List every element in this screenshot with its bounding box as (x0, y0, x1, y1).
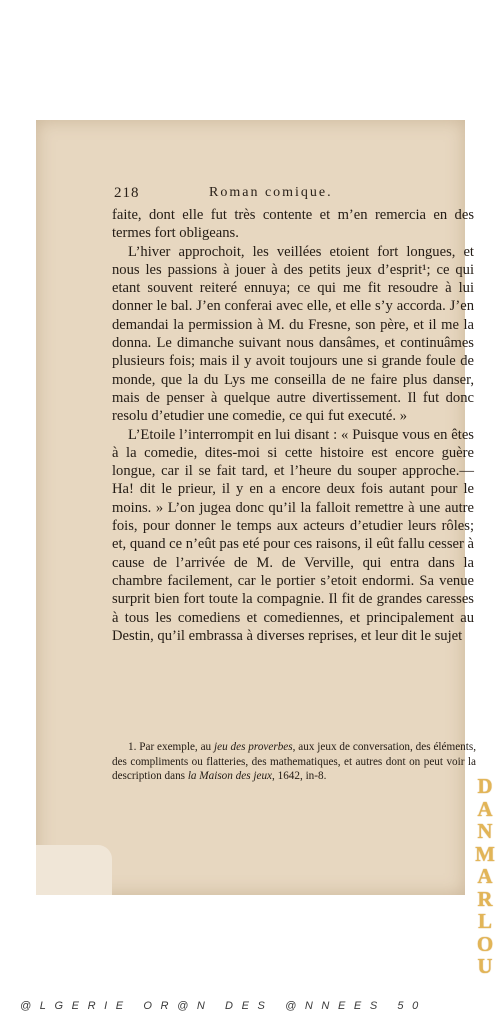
footnote (112, 740, 476, 784)
side-watermark-letter: A (477, 796, 493, 821)
running-title: Roman comique. (209, 185, 333, 200)
side-watermark-letter: N (477, 819, 493, 843)
footnote-marker: 1. (128, 741, 137, 753)
paragraph-1: faite, dont elle fut très contente et m’en remercia en des termes fort obligeans. (112, 207, 474, 242)
footnote-text-1: Par exemple, au (136, 741, 214, 753)
side-watermark-letter: U (477, 954, 493, 978)
page-number: 218 (114, 185, 140, 201)
side-watermark-letter: M (475, 841, 495, 866)
body-text (112, 206, 474, 645)
footnote-text-3: , 1642, in-8. (272, 770, 327, 782)
side-watermark-letter: D (477, 774, 493, 798)
footnote-italic-2: la Maison des jeux (187, 770, 273, 782)
running-head (114, 184, 472, 202)
bottom-watermark: @LGERIE OR@N DES @NNEES 50 (20, 1000, 427, 1012)
side-watermark-letter: R (477, 886, 493, 911)
paper-stain (36, 845, 112, 895)
side-watermark-letter: O (476, 931, 494, 956)
side-watermark-letter: L (477, 909, 492, 933)
footnote-text-2: , aux jeux de conversation, des éléments, des compliments ou flatteries, des mathematiques, et autres dont on peut voir la description dans (112, 741, 477, 782)
paragraph-3: L’Etoile l’interrompit en lui disant : « Puisque vous en êtes à la comedie, dites-moi si cette histoire est encore guère longue, car il se fait tard, et l’heure du souper approche.—Ha! dit le prieur, il y en a encore deux fois autant pour le moins. » L’on jugea donc qu’il la falloit remettre à une autre fois, pour donner le temps aux acteurs d’etudier leurs rôles; et, quand ce n’eût pas eté pour ces raisons, il eût fallu cesser à cause de l’arrivée de M. de Verville, qui entra dans la chambre facilement, car le portier s’etoit endormi. Sa venue surprit bien fort toute la compagnie. Il fit de grandes caresses à tous les comediens et comediennes, et principalement au Destin, qu’il embrassa à diverses reprises, et leur dit le sujet (112, 426, 474, 644)
footnote-italic-1: jeu des proverbes (214, 741, 293, 753)
paragraph-2: L’hiver approchoit, les veillées etoient fort longues, et nous les passions à jouer à des petits jeux d’esprit¹; ce qui etant souvent reiteré ennuya; ce qui me fit resoudre à lui donner le bal. J’en conferai avec elle, et elle s’y accorda. J’en demandai la permission à M. du Fresne, son père, et il me la donna. Le dimanche suivant nous dansâmes, et continuâmes plusieurs fois; mais il y avoit toujours une si grande foule de monde, que la du Lys me conseilla de ne faire plus danser, mais de penser à quelque autre divertissement. Il fut donc resolu d’etudier une comedie, ce qui fut executé. » (112, 243, 474, 425)
side-watermark-letter: A (477, 864, 493, 888)
side-watermark (474, 775, 496, 978)
book-page (36, 120, 477, 895)
